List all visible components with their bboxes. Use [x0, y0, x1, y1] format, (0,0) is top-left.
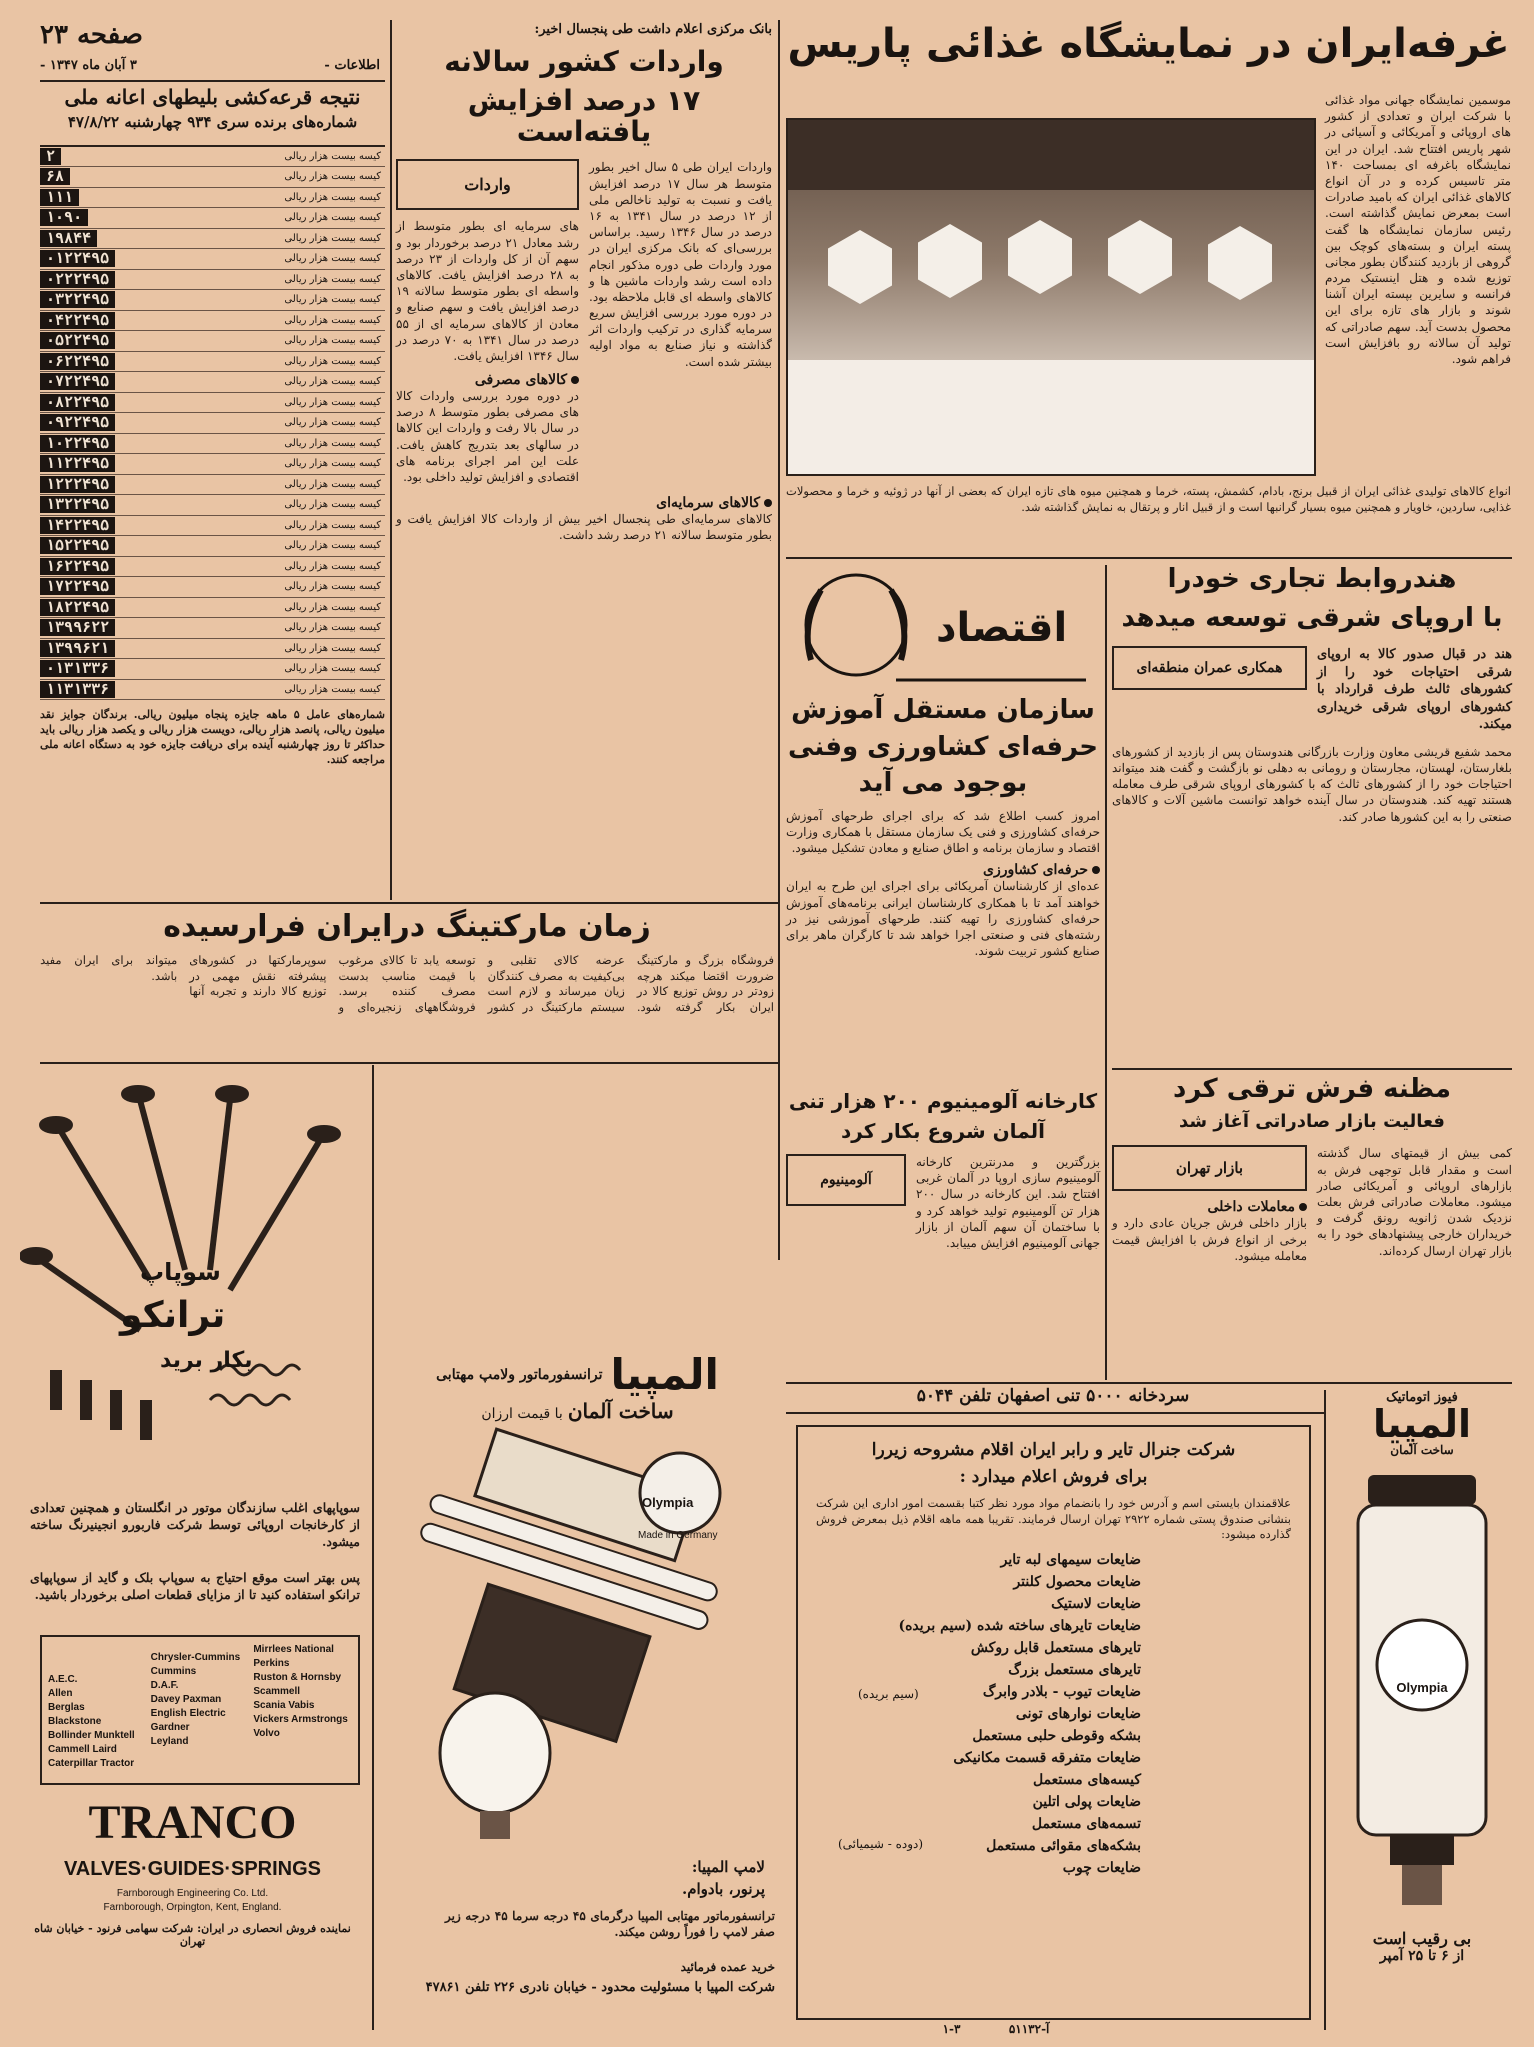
fuse-badge: Olympia — [1396, 1680, 1448, 1695]
india-headline-1: هندروابط تجاری خودرا — [1167, 564, 1457, 594]
olympia-fuse-ad — [1330, 1390, 1514, 2030]
tranco-brand-box — [40, 1635, 360, 1785]
tranco-brand-name: Caterpillar Tractor — [48, 1758, 135, 1769]
lottery-row — [40, 639, 385, 660]
bullet-icon — [1299, 1203, 1307, 1211]
tranco-brand-name: Allen — [48, 1688, 73, 1699]
tranco-brand-name: Chrysler-Cummins — [150, 1652, 241, 1663]
lottery-number: ۰۳۲۲۴۹۵ — [40, 291, 115, 308]
general-tire-item: ضایعات پولی اتلین — [1032, 1793, 1141, 1810]
fuse-brand: المپیا — [1372, 1402, 1472, 1446]
lottery-row-label: کیسه بیست هزار ریالی — [284, 581, 381, 593]
tranco-footer: نماینده فروش انحصاری در ایران: شرکت سهامی فرنود - خیابان شاه تهران — [34, 1922, 351, 1948]
bullet-icon — [764, 499, 772, 507]
lottery-row — [40, 270, 385, 291]
carpet-article — [1112, 1075, 1512, 1375]
general-tire-note-1: (سیم بریده) — [858, 1687, 919, 1701]
lottery-row-label: کیسه بیست هزار ریالی — [284, 683, 381, 695]
imports-body-left: های سرمایه ای بطور متوسط از رشد معادل ۲۱ درصد برخوردار بود و سهم آن از کل واردات از ۲۳ درصد به ۲۸ درصد افزایش یافت. کالاهای واسطه ای بطور متوسط سالانه ۱۹ درصد افزایش یافت و سهم صنایع و معادن از کالاهای سرمایه ای از ۵۵ درصد در سال ۱۳۴۱ به ۷۰ درصد در سال ۱۳۴۶ افزایش یافت. — [396, 219, 579, 363]
carpet-headline-2: فعالیت بازار صادراتی آغاز شد — [1179, 1110, 1445, 1132]
aluminium-body: بزرگترین و مدرنترین کارخانه آلومینیوم سازی اروپا در آلمان غربی افتتاح شد. این کارخانه در سال ۲۰۰ هزار تن آلومینیوم تولید خواهد کرد و با ساختمان آن سهم آلمان از بازار جهانی آلومینیوم افزایش مییابد. — [916, 1155, 1100, 1250]
imports-body-sub2: کالاهای سرمایه‌ای طی پنجسال اخیر بیش از واردات کالا افزایش یافت و بطور متوسط سالانه ۲۱ درصد رشد داشت. — [396, 512, 772, 543]
lottery-row — [40, 331, 385, 352]
tranco-brand-name: Ruston & Hornsby — [253, 1672, 342, 1683]
general-tire-note-2: (دوده - شیمیائی) — [838, 1837, 924, 1851]
lottery-row — [40, 352, 385, 373]
tranco-desc-2: پس بهتر است موقع احتیاج به سوپاپ بلک و گاید از سوپاپهای ترانکو استفاده کنید تا از مزایای قطعات اصلی برخوردار باشید. — [30, 1570, 360, 1602]
lottery-row — [40, 434, 385, 455]
lottery-number: ۱۷۲۲۴۹۵ — [40, 578, 115, 595]
imports-headline-1: واردات کشور سالانه — [444, 45, 724, 78]
lottery-row — [40, 598, 385, 619]
lottery-number: ۱۰۹۰ — [40, 209, 88, 226]
lottery-row — [40, 208, 385, 229]
lottery-row-label: کیسه بیست هزار ریالی — [284, 478, 381, 490]
general-tire-item: ضایعات سیمهای لبه تایر — [1000, 1551, 1141, 1568]
general-tire-item: ضایعات تیوب - بلادر وابرگ — [982, 1683, 1141, 1700]
india-label: همکاری عمران منطقه‌ای — [1112, 646, 1307, 690]
tranco-brands-col-2 — [151, 1643, 250, 1777]
tranco-brand-name: A.E.C. — [48, 1674, 78, 1685]
carpet-label: بازار تهران — [1112, 1145, 1307, 1191]
fuse-top: فیوز اتوماتیک — [1386, 1390, 1458, 1405]
lottery-row — [40, 393, 385, 414]
olympia-made-2: با قیمت ارزان — [481, 1406, 563, 1422]
olympia-brand: المپیا — [610, 1350, 719, 1399]
tranco-brand-name: Cammell Laird — [48, 1744, 117, 1755]
lottery-number: ۰۵۲۲۴۹۵ — [40, 332, 115, 349]
lottery-number: ۱۸۲۲۴۹۵ — [40, 599, 115, 616]
tranco-brand-name: Vickers Armstrongs — [253, 1714, 348, 1725]
lottery-row-label: کیسه بیست هزار ریالی — [284, 560, 381, 572]
tranco-brand-name: Volvo — [253, 1728, 280, 1739]
lottery-number: ۱۳۹۹۶۲۲ — [40, 619, 115, 636]
imports-sub2: کالاهای سرمایه‌ای — [656, 495, 760, 512]
lottery-number: ۶۸ — [40, 168, 70, 185]
lottery-row-label: کیسه بیست هزار ریالی — [284, 273, 381, 285]
carpet-headline-1: مظنه فرش ترقی کرد — [1173, 1074, 1451, 1104]
page-header — [40, 20, 380, 80]
lottery-number: ۱۵۲۲۴۹۵ — [40, 537, 115, 554]
tranco-brands-col-1 — [48, 1643, 147, 1777]
eqtesad-article — [786, 565, 1100, 1085]
general-tire-item: ضایعات نوارهای تونی — [1015, 1705, 1141, 1722]
lottery-row-label: کیسه بیست هزار ریالی — [284, 212, 381, 224]
lottery-number: ۱۰۲۲۴۹۵ — [40, 435, 115, 452]
olympia-made: ساخت آلمان — [567, 1399, 674, 1423]
lottery-row-label: کیسه بیست هزار ریالی — [284, 642, 381, 654]
lottery-row — [40, 188, 385, 209]
lottery-title: نتیجه قرعه‌کشی بلیطهای اعانه ملی — [64, 85, 361, 109]
olympia-footer: شرکت المپیا با مسئولیت محدود - خیابان نادری ۲۲۶ تلفن ۴۷۸۶۱ — [425, 1980, 775, 1995]
lottery-row-label: کیسه بیست هزار ریالی — [284, 355, 381, 367]
general-tire-item: تایرهای مستعمل قابل روکش — [970, 1639, 1141, 1656]
lottery-row — [40, 454, 385, 475]
lottery-number: ۱۲۲۲۴۹۵ — [40, 476, 115, 493]
lottery-row-label: کیسه بیست هزار ریالی — [284, 294, 381, 306]
cold-storage-text: سردخانه ۵۰۰۰ تنی اصفهان تلفن ۵۰۴۴ — [916, 1386, 1190, 1406]
india-article — [1112, 565, 1512, 1065]
aluminium-headline-1: کارخانه آلومینیوم ۲۰۰ هزار تنی — [788, 1089, 1098, 1113]
lottery-row-label: کیسه بیست هزار ریالی — [284, 150, 381, 162]
general-tire-item-list — [816, 1549, 1291, 1879]
lottery-number: ۱۳۲۲۴۹۵ — [40, 496, 115, 513]
tranco-tagline: VALVES·GUIDES·SPRINGS — [63, 1858, 322, 1880]
lottery-number: ۰۹۲۲۴۹۵ — [40, 414, 115, 431]
imports-headline-2: ۱۷ درصد افزایش یافته‌است — [467, 83, 701, 148]
tranco-maker-1: Farnborough Engineering Co. Ltd. — [116, 1888, 269, 1899]
tranco-ad — [20, 1070, 365, 2030]
tranco-brand-name: Leyland — [150, 1736, 189, 1747]
tranco-desc: سوپاپهای اغلب سازندگان موتور در انگلستان و همچنین تعدادی از کارخانجات اروپائی توسط شرکت فاربورو انجینیرنگ ساخته میشود. — [30, 1500, 360, 1549]
eqtesad-sub: حرفه‌ای کشاورزی — [983, 862, 1088, 879]
carpet-sub: معاملات داخلی — [1207, 1199, 1295, 1216]
lottery-number-list — [40, 145, 385, 701]
aluminium-headline-2: آلمان شروع بکار کرد — [841, 1119, 1045, 1143]
tranco-brand-name: Scammell — [253, 1686, 301, 1697]
lottery-row — [40, 167, 385, 188]
tranco-brand-name: Blackstone — [48, 1716, 102, 1727]
lottery-number: ۰۲۲۲۴۹۵ — [40, 271, 115, 288]
general-tire-item: تایرهای مستعمل بزرگ — [1008, 1661, 1141, 1678]
lottery-row-label: کیسه بیست هزار ریالی — [284, 191, 381, 203]
tranco-title-3: بکار برید — [160, 1348, 253, 1373]
tranco-title-2: ترانکو — [120, 1295, 226, 1336]
lottery-row — [40, 495, 385, 516]
marketing-body: فروشگاه بزرگ و مارکتینگ ضرورت اقتضا میکند هرچه زودتر در روش توزیع کالا در ایران بکار گرفته شود. عرضه کالای تقلبی و بی‌کیفیت به مصرف کنندگان زیان میرساند و لازم است سیستم مارکتینگ در کشور توسعه یابد تا کالای مرغوب با قیمت مناسب بدست مصرف کننده برسد. فروشگاههای زنجیره‌ای و سوپرمارکتها در کشورهای پیشرفته نقش مهمی در توزیع کالا دارند و تجربه آنها میتواند برای ایران مفید باشد. — [40, 953, 774, 1014]
tranco-brand-name: English Electric — [150, 1708, 226, 1719]
general-tire-intro: علاقمندان بایستی اسم و آدرس خود را بانضمام مواد مورد نظر کتبا بقسمت امور اداری این شرکت بنشانی صندوق پستی شماره ۲۹۲۲ تهران ارسال فرمایند. تقریبا همه ماهه اقلام ذیل بمعرض فروش گذارده میشود: — [816, 1496, 1291, 1542]
lottery-row — [40, 680, 385, 701]
lottery-row-label: کیسه بیست هزار ریالی — [284, 519, 381, 531]
lottery-number: ۰۷۲۲۴۹۵ — [40, 373, 115, 390]
marketing-headline: زمان مارکتینگ درایران فرارسیده — [163, 909, 651, 944]
lottery-section — [40, 86, 385, 896]
lottery-row — [40, 516, 385, 537]
fuse-bottom-2: از ۶ تا ۲۵ آمپر — [1379, 1948, 1465, 1964]
general-tire-item: ضایعات متفرقه قسمت مکانیکی — [953, 1749, 1141, 1766]
paris-exhibition-photo — [786, 118, 1316, 476]
olympia-lamp-desc: پرنور، بادوام. — [681, 1880, 765, 1898]
eqtesad-headline-3: بوجود می آید — [858, 768, 1028, 799]
lottery-row — [40, 229, 385, 250]
aluminium-article — [786, 1090, 1100, 1370]
eqtesad-body: امروز کسب اطلاع شد که برای اجرای طرحهای آموزش حرفه‌ای کشاورزی و فنی یک سازمان مستقل با همکاری وزارت اقتصاد و سازمان برنامه و اطاق صنایع و معادن تشکیل میشود. — [786, 808, 1100, 856]
lottery-row-label: کیسه بیست هزار ریالی — [284, 396, 381, 408]
lottery-number: ۰۱۲۲۴۹۵ — [40, 250, 115, 267]
lottery-row-label: کیسه بیست هزار ریالی — [284, 622, 381, 634]
olympia-line-2: خرید عمده فرمائید — [680, 1960, 775, 1974]
general-tire-item: ضایعات محصول کلنتر — [1013, 1573, 1141, 1590]
lottery-row-label: کیسه بیست هزار ریالی — [284, 417, 381, 429]
lottery-number: ۰۴۲۲۴۹۵ — [40, 312, 115, 329]
lottery-row-label: کیسه بیست هزار ریالی — [284, 499, 381, 511]
india-lead: هند در قبال صدور کالا به اروپای شرقی احتیاجات خود را از کشورهای ثالث طرف قرارداد با کشورهای اروپای شرقی خریداری میکند. — [1317, 647, 1512, 733]
lottery-row-label: کیسه بیست هزار ریالی — [284, 253, 381, 265]
lottery-row-label: کیسه بیست هزار ریالی — [284, 232, 381, 244]
paper-name: اطلاعات - — [324, 58, 380, 73]
general-tire-item: بشکه‌های مقوائی مستعمل — [986, 1837, 1141, 1854]
tranco-brands-col-3 — [253, 1643, 352, 1777]
tranco-maker-2: Farnborough, Orpington, Kent, England. — [103, 1902, 282, 1913]
general-tire-item: کیسه‌های مستعمل — [1032, 1771, 1141, 1788]
tranco-brand-name: D.A.F. — [150, 1680, 179, 1691]
page-number: صفحه ۲۳ — [40, 20, 143, 50]
lottery-number: ۱۶۲۲۴۹۵ — [40, 558, 115, 575]
lottery-row-label: کیسه بیست هزار ریالی — [284, 458, 381, 470]
lottery-row — [40, 372, 385, 393]
lottery-number: ۰۱۳۱۳۳۶ — [40, 660, 115, 677]
paris-caption: انواع کالاهای تولیدی غذائی ایران از قبیل برنج، بادام، کشمش، پسته، خرما و همچنین میوه های تازه ایران که بعضی از آنها در ژوئیه و خرما و محصولات غذایی، ساردین، خاویار و همچنین میوه بسیار گرانبها است و از قبیل انار و پرتقال به نمایش گذاشته شد. — [786, 484, 1511, 514]
fuse-bottom-1: بی رقیب است — [1372, 1929, 1472, 1948]
page-footer — [786, 2022, 1206, 2042]
olympia-transformer-ad — [380, 1350, 775, 2030]
lottery-row — [40, 536, 385, 557]
tranco-brand-name: Berglas — [48, 1702, 85, 1713]
lottery-number: ۱۹۸۴۴ — [40, 230, 97, 247]
imports-article — [396, 22, 772, 900]
page-date: ۳ آبان ماه ۱۳۴۷ - — [40, 58, 137, 73]
lottery-number: ۲ — [40, 148, 61, 165]
lottery-row-label: کیسه بیست هزار ریالی — [284, 601, 381, 613]
general-tire-headline-1: شرکت جنرال تایر و رابر ایران اقلام مشروحه زیررا — [871, 1440, 1236, 1460]
lottery-row — [40, 618, 385, 639]
tranco-title-1: سوپاپ — [140, 1258, 221, 1286]
paris-headline: غرفه‌ایران در نمایشگاه غذائی پاریس — [787, 21, 1510, 67]
paris-article — [786, 22, 1511, 557]
lottery-number: ۱۱۳۱۳۳۶ — [40, 681, 115, 698]
marketing-article — [40, 910, 774, 1060]
lottery-row — [40, 577, 385, 598]
lottery-row — [40, 413, 385, 434]
general-tire-item: ضایعات لاستیک — [1051, 1595, 1141, 1612]
lottery-row — [40, 147, 385, 168]
lottery-row-label: کیسه بیست هزار ریالی — [284, 171, 381, 183]
general-tire-headline-2: برای فروش اعلام میدارد : — [959, 1466, 1148, 1487]
lottery-number: ۱۳۹۹۶۲۱ — [40, 640, 115, 657]
imports-body-right: واردات ایران طی ۵ سال اخیر بطور متوسط هر سال ۱۷ درصد افزایش یافت و نسبت به تولید ناخالص ملی از ۱۲ درصد در سال ۱۳۴۱ به ۱۶ درصد در سال ۱۳۴۶ رسید. براساس بررسی‌ای که بانک مرکزی ایران در مورد واردات طی دوره مذکور انجام داده است رشد واردات ماشین ها و کالاهای واسطه ای قابل ملاحظه بود. در دوره مورد بررسی افزایش سریع سرمایه گذاری در ترکیب واردات اثر گذاشته و نیاز صنایع به مواد اولیه بیشتر شده است. — [589, 160, 773, 369]
imports-body-sub1: در دوره مورد بررسی واردات کالا های مصرفی بطور متوسط ۸ درصد در سال بالا رفت و واردات این کالاها در سالهای بعد بتدریج کاهش یافت. علت این امر اجرای برنامه های اقتصادی و افزایش تولید داخلی بود. — [396, 389, 579, 485]
cold-storage-ad — [786, 1386, 1320, 1410]
lottery-row — [40, 249, 385, 270]
tranco-brand-name: Mirrlees National — [253, 1644, 334, 1655]
tranco-brand-name: Scania Vabis — [253, 1700, 315, 1711]
eqtesad-logo-text: اقتصاد — [936, 605, 1068, 651]
general-tire-item: بشکه وقوطی حلبی مستعمل — [972, 1727, 1141, 1744]
eqtesad-headline-2: حرفه‌ای کشاورزی وفنی — [788, 731, 1098, 762]
lottery-row — [40, 475, 385, 496]
lottery-row-label: کیسه بیست هزار ریالی — [284, 335, 381, 347]
olympia-made-en: Made in Germany — [638, 1530, 718, 1541]
bullet-icon — [571, 376, 579, 384]
lottery-number: ۱۱۱ — [40, 189, 79, 206]
tranco-brand: TRANCO — [88, 1796, 297, 1849]
tranco-brand-name: Gardner — [150, 1722, 190, 1733]
lottery-row-label: کیسه بیست هزار ریالی — [284, 540, 381, 552]
eqtesad-body-sub: عده‌ای از کارشناسان آمریکائی برای اجرای این طرح به ایران خواهند آمد تا با همکاری کارشناسان ایرانی برنامه‌های آموزش حرفه‌ای کشاورزی را تهیه کنند. طرحهای آموزشی نیز در رشته‌های فنی و صنعتی اجرا خواهد شد تا کارگران ماهر برای صنایع کشور تربیت شوند. — [786, 879, 1100, 959]
eqtesad-logo — [786, 565, 1100, 690]
imports-sub1: کالاهای مصرفی — [474, 372, 567, 389]
lottery-number: ۱۱۲۲۴۹۵ — [40, 455, 115, 472]
india-headline-2: با اروپای شرقی توسعه میدهد — [1121, 602, 1503, 633]
general-tire-item: ضایعات تایرهای ساخته شده (سیم بریده) — [898, 1617, 1141, 1634]
bullet-icon — [1092, 866, 1100, 874]
general-tire-ad — [796, 1425, 1311, 2020]
olympia-badge-brand: Olympia — [642, 1495, 694, 1510]
imports-label: واردات — [396, 159, 579, 210]
lottery-row — [40, 557, 385, 578]
india-body: محمد شفیع قریشی معاون وزارت بازرگانی هندوستان پس از بازدید از کشورهای بلغارستان، لهستان، مجارستان و رومانی به دهلی نو بازگشت و گفت هند میتواند احتیاجات خود را از کشورهای ثالث که با کشورهای اروپای شرقی طرف معامله هستند تهیه کند. هندوستان در سال آینده خواهد توانست ماشین آلات و کالاهای صنعتی را به این کشورها صادر کند. — [1112, 744, 1512, 824]
footer-code-2: ۳-۱ — [942, 2022, 961, 2036]
eqtesad-headline-1: سازمان مستقل آموزش — [791, 695, 1095, 725]
lottery-number: ۰۶۲۲۴۹۵ — [40, 353, 115, 370]
tranco-brand-name: Bollinder Munktell — [48, 1730, 135, 1741]
general-tire-item: ضایعات چوب — [1062, 1859, 1141, 1876]
fuse-made: ساخت آلمان — [1390, 1443, 1454, 1457]
olympia-lamp-line: لامپ المپیا: — [691, 1858, 765, 1876]
lottery-row — [40, 311, 385, 332]
transformer-lamp-icon — [380, 1423, 775, 1843]
fuse-icon — [1330, 1465, 1514, 1935]
lottery-row — [40, 659, 385, 680]
lottery-notes: شماره‌های عامل ۵ ماهه جایزه پنجاه میلیون ریالی. برندگان جوایز نقد میلیون ریالی، پانصد هزار ریالی، دویست هزار ریالی و یکصد هزار ریالی باید حداکثر تا روز چهارشنبه آینده برای دریافت جایزه خود به دستگاه اعانه ملی مراجعه کنند. — [40, 708, 385, 766]
lottery-number: ۱۴۲۲۴۹۵ — [40, 517, 115, 534]
paris-body: موسمین نمایشگاه جهانی مواد غذائی با شرکت ایران و تعدادی از کشور های اروپائی و آمریکائی و آسیائی در شهر پاریس افتتاح شد. ایران در این نمایشگاه باغرفه ای بمساحت ۱۴۰ متر تاسیس کرده و در آن انواع کالاهای غذائی ایران که بامید صادرات است بمعرض نمایش گذاشته است. رئیس سازمان نمایشگاه ها گفت پسته ایران و بسته‌های کوچک بین گروهی از بازدید کنندگان بطور مجانی توزیع شده و هتل اینستیک مردم فرانسه و سایرین بپسته ایران آشنا شوند و بازار های تازه برای این محصول بدست آید. سهم صادراتی که تولید آن سالانه رو بافزایش است فراهم شود. — [1325, 93, 1511, 366]
tranco-brand-name: Perkins — [253, 1658, 290, 1669]
lottery-row-label: کیسه بیست هزار ریالی — [284, 314, 381, 326]
olympia-top: ترانسفورماتور ولامپ مهتابی — [436, 1366, 603, 1383]
lottery-row — [40, 290, 385, 311]
general-tire-item: تسمه‌های مستعمل — [1031, 1815, 1141, 1832]
imports-kicker: بانک مرکزی اعلام داشت طی پنجسال اخیر: — [534, 22, 772, 37]
lottery-subtitle: شماره‌های برنده سری ۹۳۴ چهارشنبه ۴۷/۸/۲۲ — [67, 113, 358, 131]
carpet-body-sub: بازار داخلی فرش جریان عادی دارد و برخی از انواع فرش با افزایش قیمت معامله میشود. — [1112, 1216, 1307, 1263]
carpet-body: کمی بیش از قیمتهای سال گذشته است و مقدار قابل توجهی فرش به بازارهای اروپائی و آمریکائی صادر میشود. معاملات صادراتی فرش بعلت نزدیک شدن ژانویه رونق گرفت و خریداران خارجی پیشنهاد‌های خود را به بازار تهران ارسال کرده‌اند. — [1317, 1146, 1512, 1258]
footer-code: آ-۵۱۱۳۲ — [1008, 2022, 1050, 2036]
lottery-row-label: کیسه بیست هزار ریالی — [284, 437, 381, 449]
lottery-number: ۰۸۲۲۴۹۵ — [40, 394, 115, 411]
tranco-brand-name: Cummins — [150, 1666, 197, 1677]
lottery-row-label: کیسه بیست هزار ریالی — [284, 663, 381, 675]
olympia-line-1: ترانسفورماتور مهتابی المپیا درگرمای ۴۵ درجه سرما ۴۵ درجه زیر صفر لامپ را فوراً روشن میکند. — [445, 1909, 775, 1940]
lottery-row-label: کیسه بیست هزار ریالی — [284, 376, 381, 388]
aluminium-label: آلومینیوم — [786, 1154, 906, 1206]
tranco-brand-name: Davey Paxman — [150, 1694, 222, 1705]
